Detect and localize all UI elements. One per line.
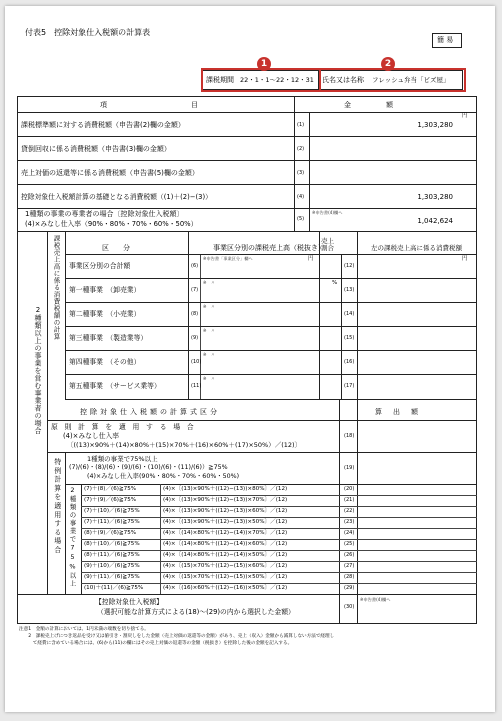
business-row-tax-no: (13): [344, 287, 355, 293]
two-kind-no: (20): [344, 486, 355, 492]
simple-label: 簡 易: [437, 36, 454, 44]
principle-line2: (4)×みなし仕入率: [63, 432, 120, 440]
two-kind-formula: (4)×〔(13)×90%＋((12)−(13))×70%〕／(12): [163, 497, 288, 503]
one-kind-no: (19): [344, 465, 355, 471]
two-kind-formula: (4)×〔(13)×90%＋((12)−(13))×60%〕／(12): [163, 508, 288, 514]
badge-one: 1: [257, 57, 271, 71]
business-row-no: (7): [191, 287, 199, 293]
final-line1: 【控除対象仕入税額】: [95, 598, 163, 606]
row-4-value: 1,303,280: [417, 193, 453, 201]
row-2-no: (2): [297, 146, 305, 152]
sales-header: 事業区分別の課税売上高（税抜き）: [213, 244, 325, 252]
two-kind-formula: (4)×〔(16)×60%＋((12)−(16))×50%〕／(12): [163, 585, 288, 591]
business-row-tax-no: (14): [344, 311, 355, 317]
two-kind-side-label: 2種類の事業で75%以上: [68, 486, 77, 588]
two-kind-no: (27): [344, 563, 355, 569]
two-kind-no: (24): [344, 530, 355, 536]
row-divider: [81, 495, 477, 496]
row-divider: [65, 350, 477, 351]
business-row-label: 事業区分別の合計額: [69, 262, 131, 270]
two-kind-condition: (8)＋(9)／(6)≧75%: [84, 530, 137, 536]
row-1-value: 1,303,280: [417, 121, 453, 129]
principle-line3: 〔((13)×90%＋(14)×80%＋(15)×70%＋(16)×60%＋(17)×50%）／(12)〕: [67, 441, 302, 449]
computed-amount-header: 算 出 額: [375, 408, 420, 416]
yen-unit: 円: [462, 113, 468, 119]
business-row-note: ※ 〃: [203, 376, 215, 381]
business-row-tax-no: (16): [344, 359, 355, 365]
principle-no: (18): [344, 433, 355, 439]
highlight-name: [319, 68, 466, 92]
tax-yen: 円: [462, 256, 468, 262]
business-row-tax-no: (12): [344, 263, 355, 269]
two-kind-condition: (7)＋(9)／(6)≧75%: [84, 497, 137, 503]
row-divider: [81, 583, 477, 584]
row-divider: [81, 561, 477, 562]
two-kind-formula: (4)×〔(14)×80%＋((12)−(14))×60%〕／(12): [163, 541, 288, 547]
period-value: 22・1・1〜22・12・31: [240, 76, 314, 84]
two-kind-condition: (7)＋(8)／(6)≧75%: [84, 486, 137, 492]
business-row-tax-no: (17): [344, 383, 355, 389]
multi-business-side-label: 2種類以上の事業を営む事業者の場合: [34, 306, 42, 435]
two-kind-formula: (4)×〔(14)×80%＋((12)−(14))×50%〕／(12): [163, 552, 288, 558]
form-title: 付表5 控除対象仕入税額の計算表: [25, 28, 151, 37]
one-kind-line2: (7)/(6)・(8)/(6)・(9)/(6)・(10)/(6)・(11)/(6)）≧75%: [69, 464, 228, 471]
row-1-label: 課税標準額に対する消費税額（申告書(2)欄の金額）: [21, 121, 185, 129]
two-kind-formula: (4)×〔(14)×80%＋((12)−(14))×70%〕／(12): [163, 530, 288, 536]
row-5-no: (5): [297, 216, 305, 222]
name-value: フレッシュ弁当「ビズ屋」: [372, 76, 450, 84]
business-row-note: ※ 〃: [203, 304, 215, 309]
row-divider: [81, 506, 477, 507]
highlight-period: [201, 68, 321, 92]
two-kind-no: (29): [344, 585, 355, 591]
business-row-no: (11): [191, 383, 202, 389]
two-kind-formula: (4)×〔(13)×90%＋((12)−(13))×80%〕／(12): [163, 486, 288, 492]
two-kind-condition: (8)＋(10)／(6)≧75%: [84, 541, 140, 547]
two-kind-no: (22): [344, 508, 355, 514]
final-no: (30): [344, 604, 355, 610]
two-kind-no: (25): [344, 541, 355, 547]
tokurei-side-label: 特例計算を適用する場合: [52, 458, 61, 555]
row-4-no: (4): [297, 194, 305, 200]
tax-header: 左の課税売上高に係る消費税額: [371, 244, 462, 252]
two-kind-condition: (7)＋(10)／(6)≧75%: [84, 508, 140, 514]
form-sheet: [5, 6, 495, 712]
row-divider: [81, 550, 477, 551]
business-row-tax-no: (15): [344, 335, 355, 341]
business-row-label: 第五種事業 （サービス業等）: [69, 382, 161, 390]
calc-side-label: 課税売上高に係る消費税額の計算: [52, 235, 61, 340]
row-divider: [81, 528, 477, 529]
two-kind-condition: (9)＋(10)／(6)≧75%: [84, 563, 140, 569]
calc-method-header: 控除対象仕入税額の計算式区分: [80, 408, 220, 416]
badge-two: 2: [381, 57, 395, 71]
two-kind-condition: (7)＋(11)／(6)≧75%: [84, 519, 140, 525]
row-divider: [81, 539, 477, 540]
two-kind-condition: (9)＋(11)／(6)≧75%: [84, 574, 140, 580]
row-3-label: 売上対価の返還等に係る消費税額（申告書(5)欄の金額）: [21, 169, 199, 177]
business-row-note: ※ 〃: [203, 280, 215, 285]
business-row-no: (10): [191, 359, 202, 365]
principle-line1: 原 則 計 算 を 適 用 す る 場 合: [51, 423, 194, 431]
name-label: 氏名又は名称: [322, 76, 364, 84]
row-divider: [81, 572, 477, 573]
row-divider: [65, 278, 477, 279]
row-5-line1: 1種類の事業の専業者の場合〔控除対象仕入税額〕: [25, 210, 184, 218]
row-3-no: (3): [297, 170, 305, 176]
footnote-2: 2 課税売上げにつき返品を受け又は値引き・割戻しをした金額（売上対価の返還等の金額）があり、売上（収入）金額から減算しない方法で経理し: [19, 634, 335, 639]
business-row-note: ※ 〃: [203, 328, 215, 333]
sales-yen: 円: [308, 256, 314, 262]
row-5-line2: (4)×みなし仕入率（90%・80%・70%・60%・50%）: [25, 220, 198, 228]
row-divider: [81, 517, 477, 518]
ratio-pct: %: [332, 280, 338, 286]
two-kind-condition: (10)＋(11)／(6)≧75%: [84, 585, 144, 591]
ratio-header: 売上割合: [321, 237, 334, 252]
row-5-value: 1,042,624: [417, 217, 453, 225]
business-row-label: 第三種事業 （製造業等）: [69, 334, 148, 342]
row-divider: [65, 374, 477, 375]
business-row-no: (6): [191, 263, 199, 269]
business-row-no: (9): [191, 335, 199, 341]
row-5-note: ※申告書(4)欄へ: [312, 210, 343, 215]
two-kind-no: (21): [344, 497, 355, 503]
business-row-label: 第一種事業 （卸売業）: [69, 286, 141, 294]
two-kind-formula: (4)×〔(15)×70%＋((12)−(15))×50%〕／(12): [163, 574, 288, 580]
row-2-label: 貸倒回収に係る消費税額（申告書(3)欄の金額）: [21, 145, 171, 153]
item-header: 項 目: [100, 101, 198, 109]
two-kind-no: (28): [344, 574, 355, 580]
two-kind-condition: (8)＋(11)／(6)≧75%: [84, 552, 140, 558]
kubun-header: 区 分: [102, 244, 130, 252]
two-kind-formula: (4)×〔(13)×90%＋((12)−(13))×50%〕／(12): [163, 519, 288, 525]
row-divider: [65, 302, 477, 303]
final-line2: （選択可能な計算方式による(18)〜(29)の内から選択した金額）: [97, 608, 295, 616]
business-row-no: (8): [191, 311, 199, 317]
one-kind-line3: (4)×みなし仕入率(90%・80%・70%・60%・50%): [87, 473, 240, 480]
two-kind-no: (23): [344, 519, 355, 525]
two-kind-formula: (4)×〔(15)×70%＋((12)−(15))×60%〕／(12): [163, 563, 288, 569]
row-4-label: 控除対象仕入税額計算の基礎となる消費税額（(1)＋(2)−(3)）: [21, 193, 212, 201]
period-label: 課税期間: [206, 76, 234, 84]
two-kind-no: (26): [344, 552, 355, 558]
business-row-note: ※申告書「事業区分」欄へ: [203, 256, 253, 261]
business-row-note: ※ 〃: [203, 352, 215, 357]
footnote-1: 注意1 金額の計算においては、1円未満の端数を切り捨てる。: [19, 627, 149, 632]
row-divider: [65, 326, 477, 327]
one-kind-line1: 1種類の事業で75%以上: [87, 455, 158, 463]
final-note: ※申告書(4)欄へ: [360, 597, 391, 602]
row-1-no: (1): [297, 122, 305, 128]
business-row-label: 第二種事業 （小売業）: [69, 310, 141, 318]
footnote-3: て経費に含めている場合には、(6)から(11)の欄にはその売上対価の返還等の金額（税抜き）を控除した後の金額を記入する。: [19, 641, 293, 646]
amount-header: 金 額: [344, 101, 393, 109]
business-row-label: 第四種事業 （その他）: [69, 358, 141, 366]
